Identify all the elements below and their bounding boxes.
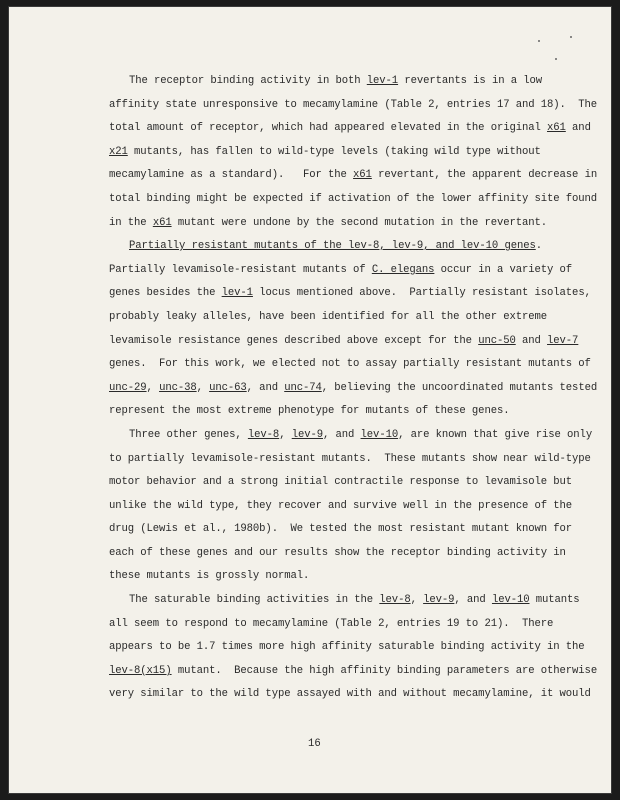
text-line [109,353,591,377]
text-line [109,448,591,472]
text-segment: , [146,381,160,394]
underlined-term: unc-63 [209,381,247,394]
text-line [109,117,591,141]
underlined-term: x61 [547,122,566,135]
underlined-term: Partially resistant mutants of the lev-8, lev-9, and lev-10 genes [129,240,536,253]
text-line [109,282,591,306]
text-segment: The receptor binding activity in both [129,75,367,87]
page-number: 16 [308,738,321,750]
text-segment: Partially levamisole-resistant mutants of [109,263,372,276]
text-segment: . [535,240,542,253]
dust-speck [570,36,572,38]
text-line [109,235,579,259]
underlined-term: lev-9 [423,594,455,607]
underlined-term: lev-9 [291,428,323,441]
text-segment: all seem to respond to mecamylamine (Table 2, entries 19 to 21). There [109,617,554,630]
underlined-term: lev-10 [360,428,399,441]
paragraph [109,235,598,424]
text-segment: locus mentioned above. Partially resistant isolates, [252,287,591,300]
body-text [109,70,598,707]
text-segment: each of these genes and our results show the receptor binding activity in [109,546,566,559]
underlined-term: unc-50 [478,334,516,347]
text-line [109,94,598,118]
text-segment: these mutants is grossly normal. [109,570,310,583]
text-segment: , [279,428,292,441]
underlined-term: C. elegans [371,263,435,276]
text-line [109,660,598,684]
underlined-term: lev-8 [247,428,280,441]
text-segment: probably leaky alleles, have been identified for all the other extreme [109,310,548,323]
text-line [109,542,579,566]
text-segment: total binding might be expected if activation of the lower affinity site found [109,192,598,205]
text-line [109,471,579,495]
text-line [109,141,579,165]
text-line [109,330,579,354]
underlined-term: lev-8 [379,594,411,607]
underlined-term: lev-1 [366,75,399,87]
dust-speck [538,40,540,42]
text-line [109,589,579,613]
text-line [109,400,579,424]
text-segment: , are known that give rise only [398,428,593,441]
text-segment: affinity state unresponsive to mecamylamine (Table 2, entries 17 and 18). The [109,98,598,111]
underlined-term: lev-1 [221,287,253,300]
underlined-term: lev-8(x15) [109,664,172,677]
text-segment: Three other genes, [129,428,248,441]
document-page [8,6,612,794]
underlined-term: lev-10 [491,594,530,607]
text-segment: The saturable binding activities in the [129,594,380,607]
dust-speck [555,58,557,60]
text-line [109,377,598,401]
text-line [109,70,579,94]
text-segment: , and [246,381,285,394]
text-line [109,683,591,707]
text-segment: mutants, has fallen to wild-type levels (taking wild type without [127,145,541,158]
text-segment: and [515,334,548,347]
text-line [109,306,579,330]
text-line [109,565,579,589]
text-segment: unlike the wild type, they recover and survive well in the presence of the [109,499,573,512]
text-segment: , and [323,428,361,441]
text-line [109,164,598,188]
text-segment: genes besides the [109,287,222,300]
text-segment: occur in a variety of [434,263,573,276]
underlined-term: x21 [109,145,128,158]
underlined-term: unc-29 [109,381,147,394]
underlined-term: x61 [152,216,172,229]
text-segment: motor behavior and a strong initial contractile response to levamisole but [109,476,573,489]
text-segment: and [565,122,591,135]
text-segment: mecamylamine as a standard). For the [109,169,354,182]
text-line [109,636,585,660]
underlined-term: unc-38 [159,381,197,394]
text-segment: revertants is in a low [398,75,542,87]
text-segment: very similar to the wild type assayed with and without mecamylamine, it would [109,688,591,701]
text-segment: to partially levamisole-resistant mutants. These mutants show near wild-type [109,452,591,465]
text-segment: appears to be 1.7 times more high affinity saturable binding activity in the [109,641,585,654]
paragraph [109,424,593,589]
paragraph [109,70,598,235]
underlined-term: x61 [353,169,372,182]
text-line [109,259,579,283]
text-segment: revertant, the apparent decrease in [371,169,598,182]
paragraph [109,589,598,707]
text-line [109,188,598,212]
text-segment: genes. For this work, we elected not to assay partially resistant mutants of [109,358,591,371]
text-segment: , [196,381,210,394]
text-segment: total amount of receptor, which had appeared elevated in the original [109,122,548,135]
text-segment: , and [454,594,492,607]
text-line [109,495,579,519]
text-segment: drug (Lewis et al., 1980b). We tested the most resistant mutant known for [109,523,573,536]
text-segment: levamisole resistance genes described above except for the [109,334,479,347]
text-line [109,212,579,236]
text-segment: represent the most extreme phenotype for mutants of these genes. [109,405,510,418]
text-segment: , believing the uncoordinated mutants tested [321,381,598,394]
text-segment: in the [109,216,153,229]
text-line [109,613,579,637]
text-segment: mutant. Because the high affinity binding parameters are otherwise [171,664,598,677]
text-segment: mutant were undone by the second mutation in the revertant. [171,216,548,229]
text-line [109,518,579,542]
underlined-term: unc-74 [284,381,322,394]
underlined-term: lev-7 [547,334,579,347]
text-segment: , [410,594,424,607]
text-line [109,424,593,448]
text-segment: mutants [529,594,580,607]
